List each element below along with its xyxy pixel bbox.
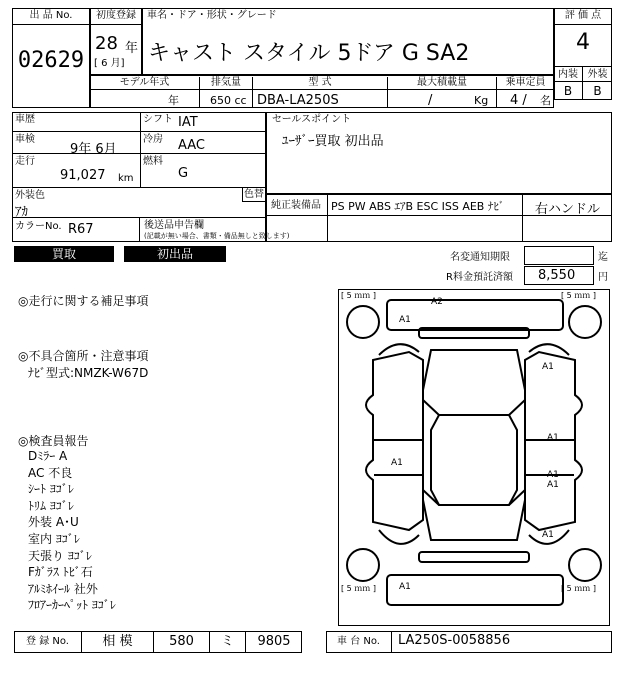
- fuel: G: [178, 166, 189, 181]
- registration-area: 相 模: [82, 631, 154, 653]
- tread-rear-left: [ 5 ｍｍ ]: [341, 584, 376, 593]
- eval-label: 評 価 点: [554, 8, 612, 25]
- exterior-grade: B: [593, 84, 602, 98]
- history-label: 車歴: [15, 114, 35, 125]
- docs-label: 後送品申告欄: [144, 220, 204, 231]
- displacement-label: 排気量: [200, 77, 253, 108]
- model-year-label: モデル年式: [90, 77, 200, 108]
- max-load-unit: Kg: [474, 94, 489, 107]
- color-no: R67: [68, 222, 94, 237]
- mileage: 91,027: [60, 168, 106, 183]
- wheel-front-right: [569, 306, 601, 338]
- navi-model: ﾅﾋﾞ型式:NMZK-W67D: [28, 366, 149, 380]
- tag-first-listing: 初出品: [124, 246, 226, 262]
- rear-bumper: [387, 575, 563, 605]
- car-diagram: [338, 289, 610, 626]
- inspector-line: 外装 A･U: [28, 515, 79, 530]
- defects-title: ◎不具合箇所・注意事項: [18, 349, 149, 363]
- color-change-label: 色替: [244, 189, 264, 200]
- steering: 右ハンドル: [535, 202, 601, 217]
- driving-notes-title: ◎走行に関する補足事項: [18, 294, 149, 308]
- equipment-label: 純正装備品: [266, 194, 328, 242]
- shift: IAT: [178, 115, 198, 130]
- registration-number: 9805: [257, 634, 291, 649]
- capacity-unit: 名: [540, 94, 551, 107]
- equipment: PS PW ABS ｴｱB ESC ISS AEB ﾅﾋﾞ: [331, 200, 505, 213]
- first-reg-year-unit: 年: [125, 41, 139, 56]
- inspection-label: 車検: [15, 134, 35, 145]
- mileage-unit: km: [118, 173, 134, 184]
- lot-label: 出 品 No.: [12, 8, 90, 25]
- color-no-label: カラーNo.: [15, 221, 62, 232]
- inspector-line: ﾄﾘﾑ ﾖｺﾞﾚ: [28, 498, 74, 513]
- docs-note: (記載が無い場合、書類・備品無しと致します): [144, 232, 290, 240]
- displacement: 650 cc: [210, 94, 247, 107]
- tag-buyback: 買取: [14, 246, 114, 262]
- sales-points-label: セールスポイント: [272, 114, 352, 125]
- rear-plate: [419, 552, 529, 562]
- car-diagram-svg: [339, 290, 609, 625]
- mileage-label: 走行: [15, 156, 35, 167]
- inspector-line: 天張り ﾖｺﾞﾚ: [28, 548, 92, 563]
- sales-points: ﾕｰｻﾞｰ買取 初出品: [282, 134, 384, 149]
- inspector-line: Fｶﾞﾗｽ ﾄﾋﾞ石: [28, 565, 93, 580]
- ext-color: ｱｶ: [15, 205, 28, 220]
- recycle-label: R料金預託済額: [446, 272, 513, 283]
- wheel-rear-right: [569, 549, 601, 581]
- name-change-box: [524, 246, 594, 265]
- damage-mark: A1: [547, 470, 559, 480]
- inspector-title: ◎検査員報告: [18, 434, 89, 448]
- type-label: 型 式: [253, 77, 388, 108]
- chassis-label: 車 台 No.: [326, 631, 392, 653]
- capacity-label: 乗車定員: [505, 77, 546, 88]
- model-type: DBA-LA250S: [257, 93, 339, 108]
- eval-score: 4: [576, 30, 590, 55]
- recycle-suffix: 円: [598, 272, 608, 283]
- model-year-unit: 年: [168, 94, 179, 107]
- interior-label: 内装: [554, 66, 583, 82]
- name-change-suffix: 迄: [598, 252, 608, 263]
- damage-mark: A1: [399, 315, 411, 325]
- inspector-line: ﾌﾛｱｰｶｰﾍﾟｯﾄ ﾖｺﾞﾚ: [28, 598, 116, 613]
- inspection: 9年 6月: [70, 142, 117, 157]
- first-reg-label: 初度登録: [90, 8, 142, 25]
- max-load-label: 最大積載量: [388, 77, 497, 108]
- inspector-line: Dﾐﾗｰ A: [28, 449, 68, 463]
- first-reg-year: 28: [95, 33, 118, 54]
- wheel-rear-left: [347, 549, 379, 581]
- tread-front-right: [ 5 ｍｍ ]: [561, 291, 596, 300]
- registration-class: 580: [154, 631, 210, 653]
- registration-kana: ミ: [210, 631, 246, 653]
- inspector-line: ｱﾙﾐﾎｲｰﾙ 社外: [28, 581, 98, 596]
- recycle-amount: 8,550: [538, 268, 576, 283]
- damage-mark: A1: [542, 530, 554, 540]
- max-load: /: [428, 93, 433, 108]
- front-bumper: [387, 300, 563, 330]
- damage-mark: A2: [431, 297, 443, 307]
- capacity: 4 /: [510, 93, 527, 108]
- damage-mark: A1: [399, 582, 411, 592]
- exterior-label: 外装: [583, 66, 612, 82]
- chassis-number: LA250S-0058856: [398, 633, 511, 648]
- car-name-label: 車名・ドア・形状・グレード: [147, 10, 277, 21]
- body-outline: [423, 350, 525, 540]
- tread-front-left: [ 5 ｍｍ ]: [341, 291, 376, 300]
- wheel-front-left: [347, 306, 379, 338]
- interior-grade: B: [554, 82, 583, 100]
- registration-label: 登 録 No.: [14, 631, 82, 653]
- inspector-lines: [28, 448, 116, 614]
- inspector-line: 室内 ﾖｺﾞﾚ: [28, 531, 80, 546]
- inspector-line: AC 不良: [28, 465, 73, 480]
- roof: [431, 415, 517, 505]
- name-change-label: 名変通知期限: [450, 252, 510, 263]
- shift-label: シフト: [143, 114, 173, 125]
- tread-rear-right: [ 5 ｍｍ ]: [561, 584, 596, 593]
- car-name: キャスト スタイル 5ドア G SA2: [148, 41, 470, 66]
- damage-mark: A1: [547, 433, 559, 443]
- ac: AAC: [178, 138, 205, 153]
- damage-mark: A1: [391, 458, 403, 468]
- damage-mark: A1: [542, 362, 554, 372]
- ac-label: 冷房: [143, 134, 163, 145]
- lot-number: 02629: [17, 48, 85, 73]
- first-reg-month: [ 6 月]: [94, 58, 125, 69]
- inspector-line: ｼｰﾄ ﾖｺﾞﾚ: [28, 482, 74, 497]
- damage-mark: A1: [547, 480, 559, 490]
- fuel-label: 燃料: [143, 156, 163, 167]
- ext-color-label: 外装色: [15, 190, 45, 201]
